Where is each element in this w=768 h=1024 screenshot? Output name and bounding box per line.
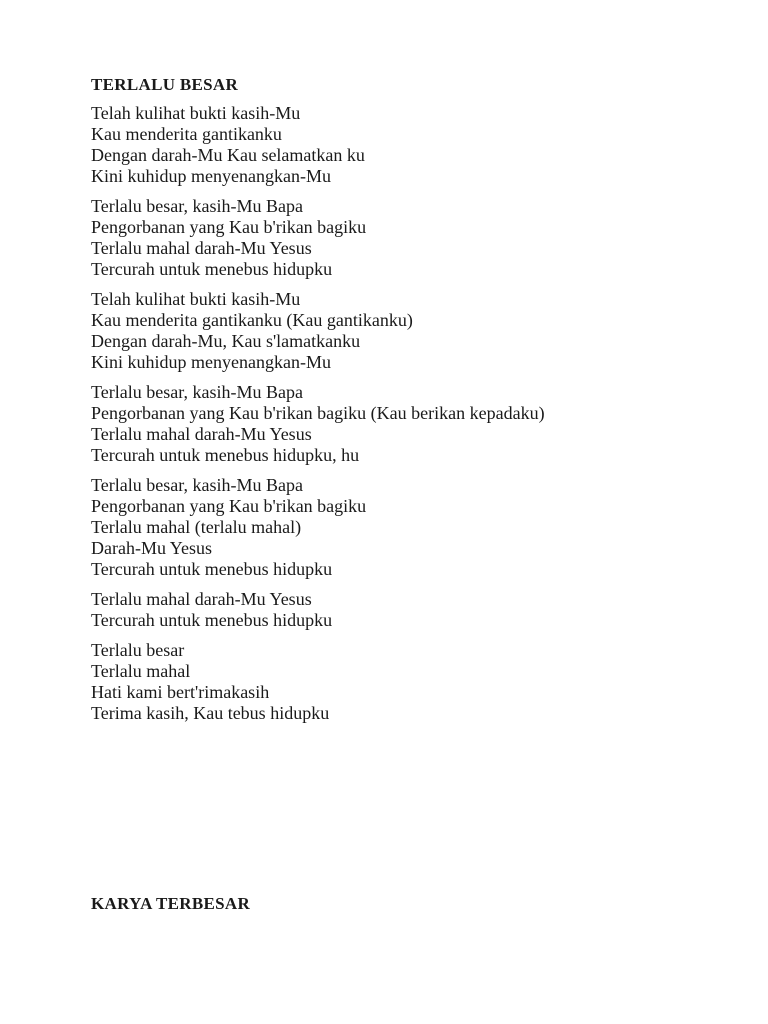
stanza	[91, 103, 545, 187]
lyric-line: Tercurah untuk menebus hidupku	[91, 559, 333, 579]
lyric-line: Pengorbanan yang Kau b'rikan bagiku	[91, 496, 367, 516]
lyric-line: Pengorbanan yang Kau b'rikan bagiku (Kau berikan kepadaku)	[91, 403, 545, 423]
lyric-line: Dengan darah-Mu Kau selamatkan ku	[91, 145, 365, 165]
lyric-line: Terlalu mahal darah-Mu Yesus	[91, 238, 312, 258]
stanza	[91, 196, 545, 280]
song-title: TERLALU BESAR	[91, 75, 239, 94]
lyric-line: Pengorbanan yang Kau b'rikan bagiku	[91, 217, 367, 237]
lyrics	[91, 103, 545, 733]
lyric-line: Kau menderita gantikanku	[91, 124, 282, 144]
stanza	[91, 589, 545, 631]
lyric-line: Kau menderita gantikanku (Kau gantikanku)	[91, 310, 413, 330]
song-title-2: KARYA TERBESAR	[91, 894, 251, 913]
lyric-line: Kini kuhidup menyenangkan-Mu	[91, 166, 331, 186]
lyric-line: Hati kami bert'rimakasih	[91, 682, 270, 702]
lyric-line: Terlalu mahal	[91, 661, 191, 681]
lyric-line: Terlalu mahal darah-Mu Yesus	[91, 424, 312, 444]
lyric-line: Terlalu besar, kasih-Mu Bapa	[91, 382, 303, 402]
lyric-line: Terlalu mahal (terlalu mahal)	[91, 517, 302, 537]
lyric-line: Telah kulihat bukti kasih-Mu	[91, 289, 301, 309]
lyric-line: Tercurah untuk menebus hidupku, hu	[91, 445, 360, 465]
lyric-line: Terima kasih, Kau tebus hidupku	[91, 703, 330, 723]
lyric-line: Dengan darah-Mu, Kau s'lamatkanku	[91, 331, 361, 351]
stanza	[91, 382, 545, 466]
lyric-line: Terlalu mahal darah-Mu Yesus	[91, 589, 312, 609]
lyric-line: Kini kuhidup menyenangkan-Mu	[91, 352, 331, 372]
stanza	[91, 475, 545, 580]
lyric-line: Terlalu besar	[91, 640, 185, 660]
lyric-line: Telah kulihat bukti kasih-Mu	[91, 103, 301, 123]
lyric-line: Terlalu besar, kasih-Mu Bapa	[91, 196, 303, 216]
lyric-line: Darah-Mu Yesus	[91, 538, 212, 558]
lyric-line: Terlalu besar, kasih-Mu Bapa	[91, 475, 303, 495]
lyric-line: Tercurah untuk menebus hidupku	[91, 610, 333, 630]
stanza	[91, 640, 545, 724]
lyric-line: Tercurah untuk menebus hidupku	[91, 259, 333, 279]
stanza	[91, 289, 545, 373]
